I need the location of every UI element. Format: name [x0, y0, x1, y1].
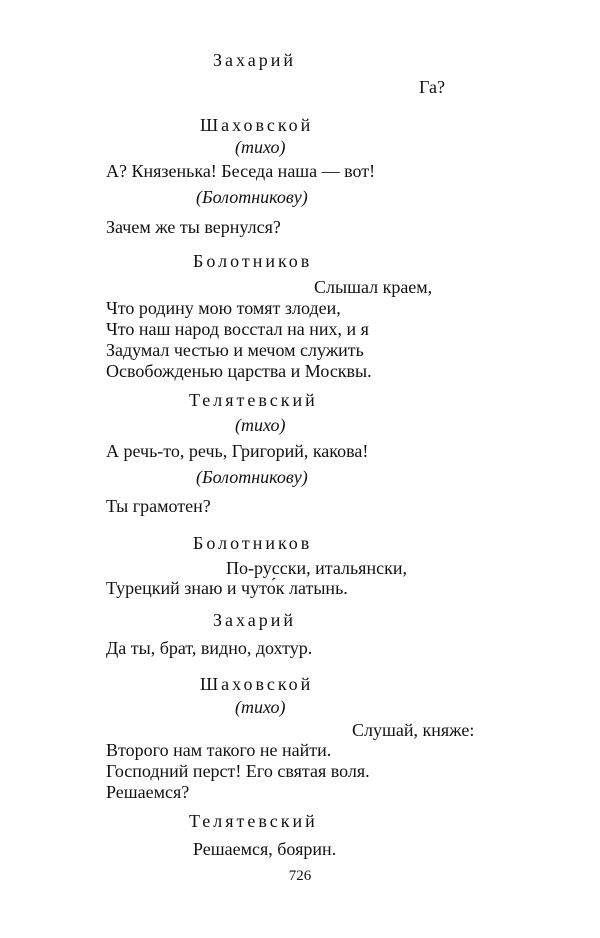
verse-line: Зачем же ты вернулся?: [106, 217, 281, 237]
verse-line: Решаемся, боярин.: [193, 839, 337, 859]
page-number: 726: [288, 868, 312, 884]
stage-direction: (тихо): [235, 697, 286, 717]
verse-line: Что родину мою томят злодеи,: [106, 298, 341, 318]
speaker-zakhariy: Захарий: [213, 610, 297, 630]
speaker-bolotnikov: Болотников: [193, 251, 313, 271]
verse-line: Что наш народ восстал на них, и я: [106, 319, 369, 339]
speaker-zakhariy: Захарий: [213, 50, 297, 70]
verse-line: Задумал честью и мечом служить: [106, 340, 364, 360]
speaker-shakhovskoy: Шаховской: [200, 115, 314, 135]
verse-line: Освобожденью царства и Москвы.: [106, 361, 372, 381]
verse-line: Господний перст! Его святая воля.: [106, 761, 370, 781]
verse-line: Турецкий знаю и чуто́к латынь.: [106, 578, 348, 598]
verse-line: Га?: [419, 77, 445, 97]
verse-line: Да ты, брат, видно, дохтур.: [106, 638, 313, 658]
speaker-bolotnikov: Болотников: [193, 533, 313, 553]
stage-direction: (Болотникову): [196, 467, 308, 487]
speaker-shakhovskoy: Шаховской: [200, 674, 314, 694]
verse-line: Решаемся?: [106, 782, 190, 802]
verse-line: А? Князенька! Беседа наша — вот!: [106, 161, 376, 181]
stage-direction: (Болотникову): [196, 187, 308, 207]
verse-line: Слушай, княже:: [352, 720, 475, 740]
verse-line: По-русски, итальянски,: [226, 558, 407, 578]
stage-direction: (тихо): [235, 137, 286, 157]
verse-line: А речь-то, речь, Григорий, какова!: [106, 441, 369, 461]
verse-line: Второго нам такого не найти.: [106, 740, 332, 760]
verse-line: Ты грамотен?: [106, 496, 211, 516]
speaker-telyatevsky: Телятевский: [189, 811, 318, 831]
verse-line: Слышал краем,: [314, 277, 433, 297]
stage-direction: (тихо): [235, 415, 286, 435]
speaker-telyatevsky: Телятевский: [189, 390, 318, 410]
